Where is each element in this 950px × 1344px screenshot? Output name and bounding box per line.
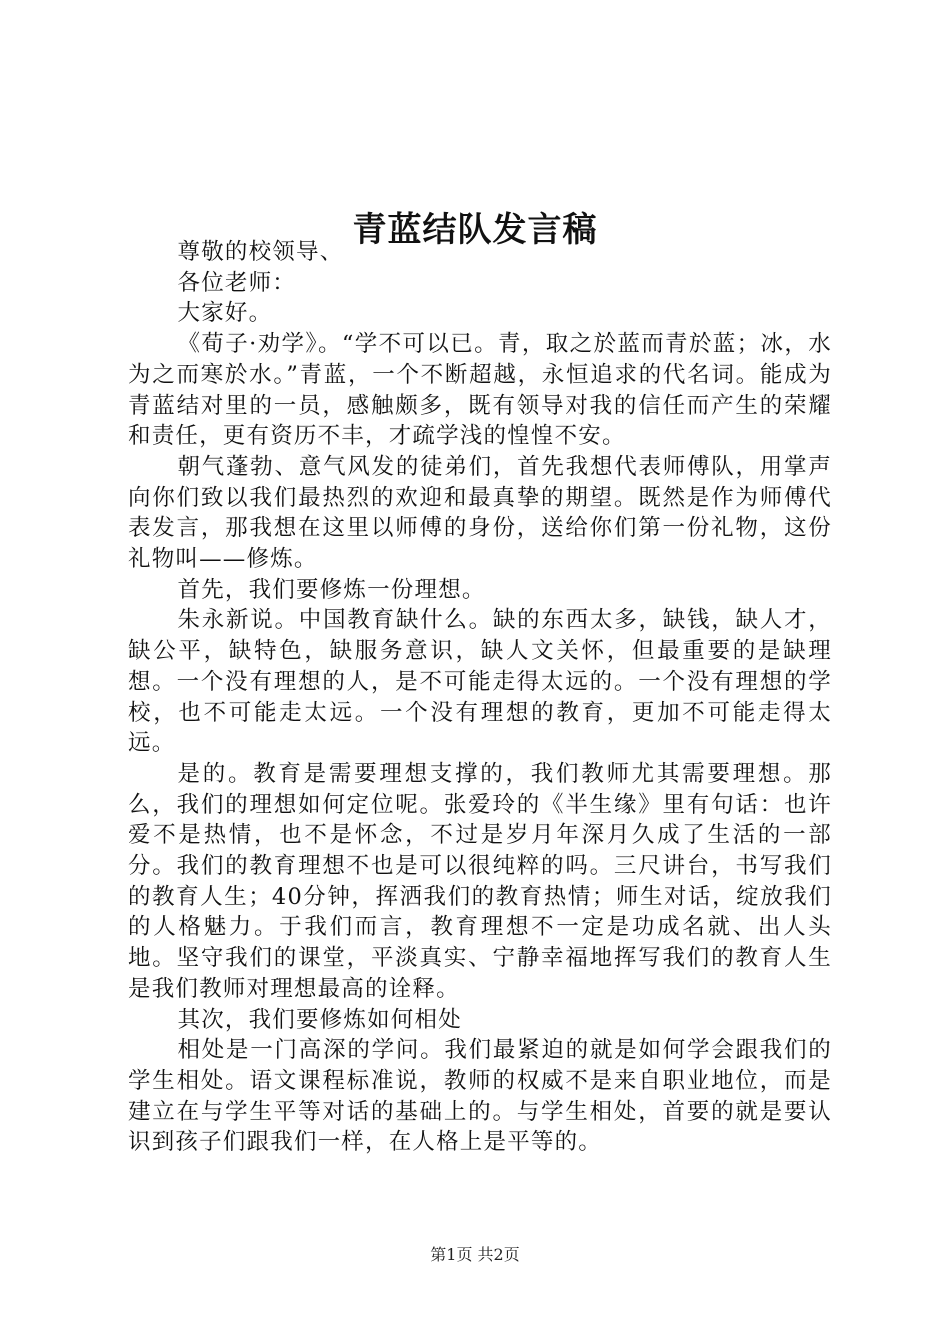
paragraph-xunzi: 《荀子·劝学》。“学不可以已。青，取之於蓝而青於蓝；冰，水为之而寒於水。”青蓝，一个不断超越，永恒追求的代名词。能成为青蓝结对里的一员，感触颇多，既有领导对我的信任而产生的荣耀和责任，更有资历不丰，才疏学浅的惶惶不安。 <box>128 331 832 450</box>
heading-getting-along: 其次，我们要修炼如何相处 <box>177 1006 462 1033</box>
paragraph-zhu-yongxin: 朱永新说。中国教育缺什么。缺的东西太多，缺钱，缺人才，缺公平，缺特色，缺服务意识，缺人文关怀，但最重要的是缺理想。一个没有理想的人，是不可能走得太远的。一个没有理想的学校，也不可能走太远。一个没有理想的教育，更加不可能走得太远。 <box>128 607 832 757</box>
heading-ideal: 首先，我们要修炼一份理想。 <box>177 576 486 603</box>
page-number: 第1页 共2页 <box>430 1245 520 1264</box>
greeting: 大家好。 <box>177 300 273 327</box>
document-body <box>128 237 832 1158</box>
document-title: 青蓝结队发言稿 <box>352 209 598 250</box>
salutation-teachers: 各位老师： <box>177 269 297 296</box>
salutation-leaders: 尊敬的校领导、 <box>177 239 344 265</box>
paragraph-education-ideal: 是的。教育是需要理想支撑的，我们教师尤其需要理想。那么，我们的理想如何定位呢。张爱玲的《半生缘》里有句话：也许爱不是热情，也不是怀念，不过是岁月年深月久成了生活的一部分。我们的教育理想不也是可以很纯粹的吗。三尺讲台，书写我们的教育人生；40分钟，挥洒我们的教育热情；师生对话，绽放我们的人格魅力。于我们而言，教育理想不一定是功成名就、出人头地。坚守我们的课堂，平淡真实、宁静幸福地挥写我们的教育人生是我们教师对理想最高的诠释。 <box>128 760 832 1002</box>
paragraph-getting-along: 相处是一门高深的学问。我们最紧迫的就是如何学会跟我们的学生相处。语文课程标准说，教师的权威不是来自职业地位，而是建立在与学生平等对话的基础上的。与学生相处，首要的就是要认识到孩子们跟我们一样，在人格上是平等的。 <box>128 1037 832 1156</box>
paragraph-welcome: 朝气蓬勃、意气风发的徒弟们，首先我想代表师傅队，用掌声向你们致以我们最热烈的欢迎和最真挚的期望。既然是作为师傅代表发言，那我想在这里以师傅的身份，送给你们第一份礼物，这份礼物叫——修炼。 <box>128 453 832 573</box>
